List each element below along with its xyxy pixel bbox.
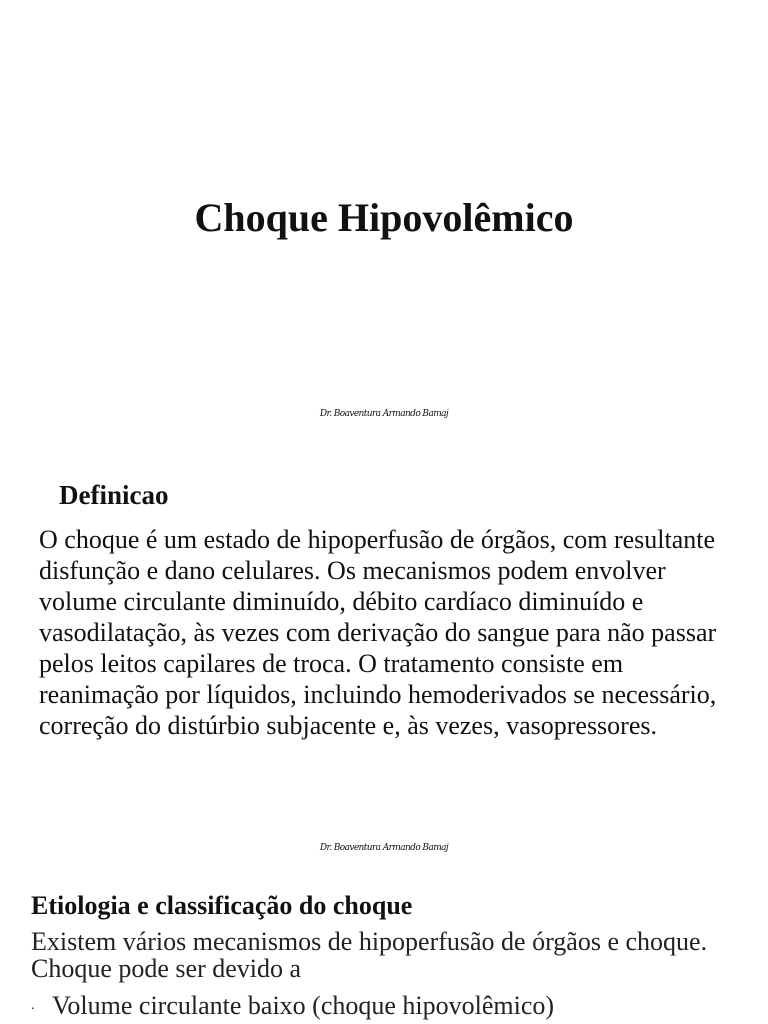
definition-paragraph: O choque é um estado de hipoperfusão de órgãos, com resultante disfunção e dano celulares. Os mecanismos podem envolver volume circulante diminuído, débito cardíaco diminuído e vasodilatação, às vezes com derivação do sangue para não passar pelos leitos capilares de troca. O tratamento consiste em reanimação por líquidos, incluindo hemoderivados se necessário, correção do distúrbio subjacente e, às vezes, vasopressores.	[39, 525, 717, 740]
list-item	[31, 990, 751, 1022]
author-signature: Dr. Boaventura Armando Bamaj	[319, 409, 449, 419]
bullet-marker: .	[31, 998, 35, 1013]
list-item-text: Volume circulante baixo (choque hipovolêmico)	[52, 991, 555, 1020]
etiology-heading: Etiologia e classificação do choque	[31, 891, 413, 920]
definition-heading: Definicao	[59, 480, 169, 510]
author-signature-2: Dr. Boaventura Armando Bamaj	[319, 843, 449, 853]
etiology-list	[31, 990, 751, 1022]
etiology-intro: Existem vários mecanismos de hipoperfusão de órgãos e choque. Choque pode ser devido a	[31, 927, 708, 983]
slide-title: Choque Hipovolêmico	[194, 195, 574, 240]
